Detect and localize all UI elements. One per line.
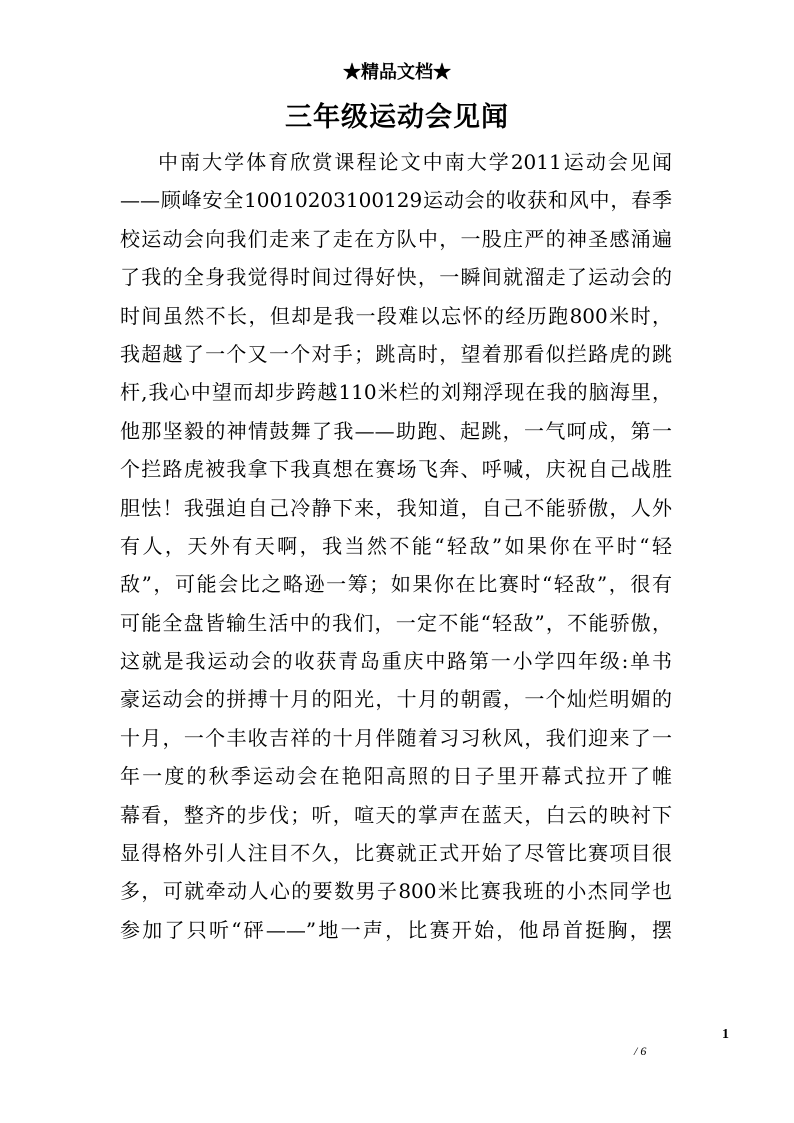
body-line: 有人，天外有天啊，我当然不能“轻敌”如果你在平时“轻 (120, 533, 672, 558)
body-line: 参加了只听“砰——”地一声，比赛开始，他昂首挺胸，摆 (120, 917, 672, 942)
body-line: 我超越了一个又一个对手；跳高时，望着那看似拦路虎的跳 (120, 341, 672, 366)
body-line: 豪运动会的拼搏十月的阳光，十月的朝霞，一个灿烂明媚的 (120, 687, 672, 712)
body-text (120, 143, 672, 949)
body-line: 校运动会向我们走来了走在方队中，一股庄严的神圣感涌遍 (120, 226, 672, 251)
body-line: 胆怯！我强迫自己冷静下来，我知道，自己不能骄傲，人外 (120, 495, 672, 520)
body-line: 时间虽然不长，但却是我一段难以忘怀的经历跑800米时， (120, 303, 672, 328)
body-line: 他那坚毅的神情鼓舞了我——助跑、起跳，一气呵成，第一 (120, 418, 672, 443)
body-line: 敌”，可能会比之略逊一筹；如果你在比赛时“轻敌”，很有 (120, 572, 672, 597)
body-line: ——顾峰安全10010203100129运动会的收获和风中，春季 (120, 188, 672, 213)
body-line: 杆,我心中望而却步跨越110米栏的刘翔浮现在我的脑海里， (120, 380, 672, 405)
body-line: 十月，一个丰收吉祥的十月伴随着习习秋风，我们迎来了一 (120, 725, 672, 750)
body-line: 显得格外引人注目不久，比赛就正式开始了尽管比赛项目很 (120, 841, 672, 866)
body-line: 中南大学体育欣赏课程论文中南大学2011运动会见闻 (158, 150, 672, 174)
body-line: 这就是我运动会的收获青岛重庆中路第一小学四年级:单书 (120, 649, 672, 674)
body-line: 幕看，整齐的步伐；听，喧天的掌声在蓝天，白云的映衬下 (120, 802, 672, 827)
body-line: 了我的全身我觉得时间过得好快，一瞬间就溜走了运动会的 (120, 265, 672, 290)
page-total: / 6 (634, 1044, 647, 1058)
body-line: 多，可就牵动人心的要数男子800米比赛我班的小杰同学也 (120, 879, 672, 904)
body-line: 个拦路虎被我拿下我真想在赛场飞奔、呼喊，庆祝自己战胜 (120, 457, 672, 482)
body-line: 年一度的秋季运动会在艳阳高照的日子里开幕式拉开了帷 (120, 764, 672, 789)
page-number: 1 (722, 1027, 729, 1042)
body-line: 可能全盘皆输生活中的我们，一定不能“轻敌”，不能骄傲， (120, 610, 672, 635)
page-title: 三年级运动会见闻 (285, 102, 509, 133)
document-header-label: ★精品文档★ (343, 62, 451, 83)
